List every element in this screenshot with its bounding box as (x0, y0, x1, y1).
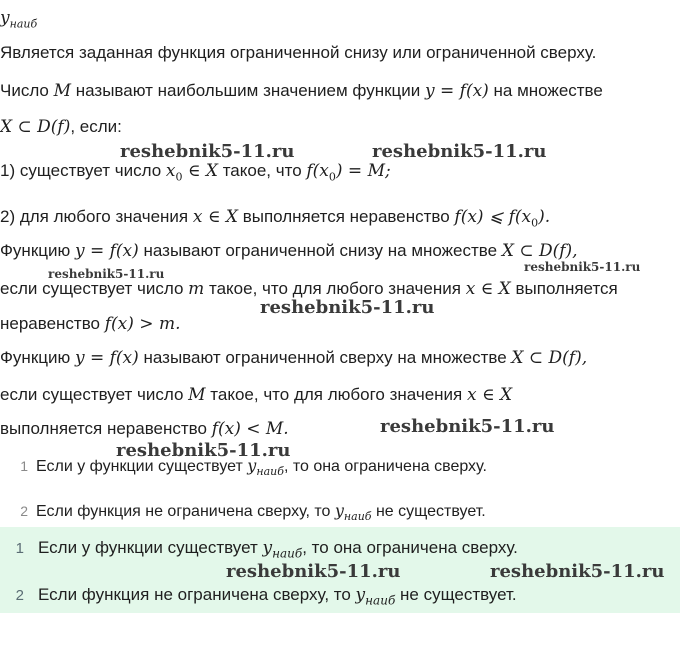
answer-item: 2 Если функция не ограничена сверху, то $y_{наиб}$ не существует. (15, 585, 517, 608)
paragraph-bounded-above-ineq: выполняется неравенство f(x) < M. (0, 419, 289, 439)
condition-1: 1) существует число $x_0$ ∈ X такое, что $f(x_0) = M$; (0, 161, 391, 184)
watermark: reshebnik5-11.ru (490, 561, 665, 582)
paragraph-bounded-below: Функцию y = f(x) называют ограниченной снизу на множестве X ⊂ D(f), (0, 241, 578, 261)
paragraph-question: Является заданная функция ограниченной снизу или ограниченной сверху. (0, 43, 597, 62)
watermark: reshebnik5-11.ru (116, 440, 291, 461)
paragraph-bounded-above: Функцию y = f(x) называют ограниченной сверху на множестве X ⊂ D(f), (0, 348, 588, 368)
paragraph-definition-max: Число M называют наибольшим значением функции y = f(x) на множестве (0, 81, 603, 101)
watermark: reshebnik5-11.ru (524, 260, 641, 274)
watermark: reshebnik5-11.ru (48, 267, 165, 281)
heading: $y_{наиб}$ (0, 8, 38, 31)
watermark: reshebnik5-11.ru (260, 297, 435, 318)
paragraph-domain: X ⊂ D(f), если: (0, 117, 122, 137)
paragraph-bounded-below-ineq: неравенство f(x) > m. (0, 314, 181, 334)
list-item: 1 Если у функции существует $y_{наиб}$, то она ограничена сверху. (20, 456, 487, 479)
watermark: reshebnik5-11.ru (372, 141, 547, 162)
condition-2: 2) для любого значения x ∈ X выполняется неравенство f(x) ⩽ $f(x_0)$. (0, 207, 551, 230)
watermark: reshebnik5-11.ru (226, 561, 401, 582)
paragraph-bounded-above-cont: если существует число M такое, что для любого значения x ∈ X (0, 385, 513, 405)
paragraph-bounded-below-cont: если существует число m такое, что для любого значения x ∈ X выполняется (0, 279, 618, 299)
answer-item: 1 Если у функции существует $y_{наиб}$, то она ограничена сверху. (15, 538, 518, 561)
list-item: 2 Если функция не ограничена сверху, то $y_{наиб}$ не существует. (20, 501, 486, 524)
watermark: reshebnik5-11.ru (120, 141, 295, 162)
watermark: reshebnik5-11.ru (380, 416, 555, 437)
